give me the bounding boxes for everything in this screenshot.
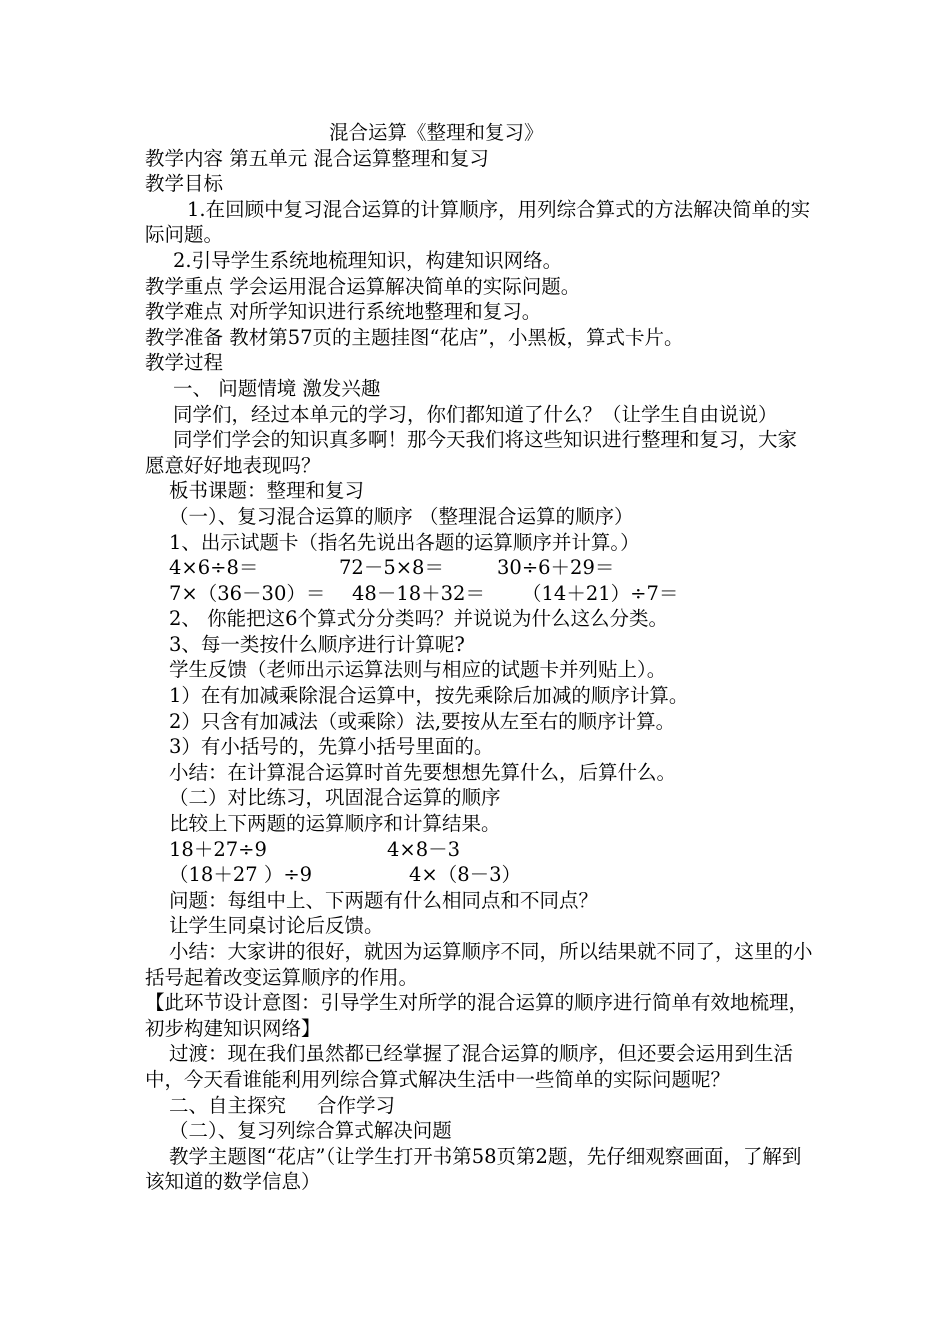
document-page — [145, 120, 815, 1195]
document-title: 混合运算《整理和复习》 — [329, 121, 544, 144]
section-1-heading: 一、 问题情境 激发兴趣 — [173, 376, 381, 400]
step-3: 3、每一类按什么顺序进行计算呢? — [169, 632, 465, 656]
design-intent: 【此环节设计意图：引导学生对所学的混合运算的顺序进行简单有效地梳理，初步构建知识网络】 — [145, 991, 809, 1040]
step-1: 1、出示试题卡（指名先说出各题的运算顺序并计算。） — [169, 530, 640, 554]
goal-1: 1.在回顾中复习混合运算的计算顺序，用列综合算式的方法解决简单的实际问题。 — [145, 197, 811, 247]
summary-2: 小结：大家讲的很好，就因为运算顺序不同，所以结果就不同了，这里的小括号起着改变运算顺序的作用。 — [145, 940, 813, 989]
teaching-difficulty: 教学难点 对所学知识进行系统地整理和复习。 — [145, 300, 542, 324]
compare-instruction: 比较上下两题的运算顺序和计算结果。 — [169, 812, 501, 836]
teaching-focus: 教学重点 学会运用混合运算解决简单的实际问题。 — [145, 274, 581, 298]
paragraph-intro: 同学们，经过本单元的学习，你们都知道了什么？（让学生自由说说） — [173, 402, 778, 426]
subsection-2-heading: （二）对比练习，巩固混合运算的顺序 — [169, 786, 501, 810]
exercise-row-1 — [145, 555, 815, 581]
discussion: 让学生同桌讨论后反馈。 — [169, 914, 384, 938]
goal-2: 2.引导学生系统地梳理知识，构建知识网络。 — [173, 248, 563, 272]
teaching-content: 教学内容 第五单元 混合运算整理和复习 — [145, 146, 489, 170]
theme-picture: 教学主题图“花店”（让学生打开书第58页第2题，先仔细观察画面，了解到该知道的数学信息） — [145, 1144, 802, 1194]
section-2-heading: 二、自主探究 合作学习 — [169, 1093, 395, 1117]
teaching-process-heading: 教学过程 — [145, 351, 224, 375]
compare-item: 4×8－3 — [387, 837, 461, 861]
rule-1: 1）在有加减乘除混合运算中，按先乘除后加减的顺序计算。 — [169, 684, 689, 708]
paragraph-review: 同学们学会的知识真多啊！那今天我们将这些知识进行整理和复习，大家愿意好好地表现吗？ — [145, 428, 798, 477]
exercise-item: 4×6÷8＝ — [169, 556, 259, 580]
rule-3: 3）有小括号的，先算小括号里面的。 — [169, 735, 494, 759]
rule-2: 2）只含有加减法（或乘除）法,要按从左至右的顺序计算。 — [169, 709, 676, 733]
student-feedback: 学生反馈（老师出示运算法则与相应的试题卡并列贴上）。 — [169, 658, 667, 682]
exercise-item: 48－18＋32＝ — [352, 581, 485, 605]
compare-item: 4×（8－3） — [409, 863, 522, 887]
exercise-item: 7×（36－30）＝ — [169, 581, 326, 605]
exercise-item: （14＋21）÷7＝ — [522, 581, 679, 605]
subsection-1-heading: （一）、复习混合运算的顺序 （整理混合运算的顺序） — [169, 504, 634, 528]
question: 问题：每组中上、下两题有什么相同点和不同点？ — [169, 888, 599, 912]
step-2: 2、 你能把这6个算式分分类吗？并说说为什么这么分类。 — [169, 607, 669, 631]
subsection-3-heading: （二）、复习列综合算式解决问题 — [169, 1119, 452, 1143]
compare-item: （18＋27 ）÷9 — [169, 863, 313, 887]
teaching-prep: 教学准备 教材第57页的主题挂图“花店”，小黑板，算式卡片。 — [145, 325, 684, 349]
compare-item: 18＋27÷9 — [169, 837, 267, 861]
compare-row-1 — [145, 837, 815, 863]
exercise-row-2 — [145, 581, 815, 607]
teaching-goals-heading: 教学目标 — [145, 172, 224, 196]
exercise-item: 72－5×8＝ — [339, 556, 444, 580]
board-title: 板书课题：整理和复习 — [169, 479, 365, 503]
transition: 过渡：现在我们虽然都已经掌握了混合运算的顺序，但还要会运用到生活中，今天看谁能利用列综合算式解决生活中一些简单的实际问题呢？ — [145, 1042, 794, 1091]
compare-row-2 — [145, 862, 815, 888]
summary-1: 小结：在计算混合运算时首先要想想先算什么，后算什么。 — [169, 760, 677, 784]
exercise-item: 30÷6＋29＝ — [497, 556, 615, 580]
